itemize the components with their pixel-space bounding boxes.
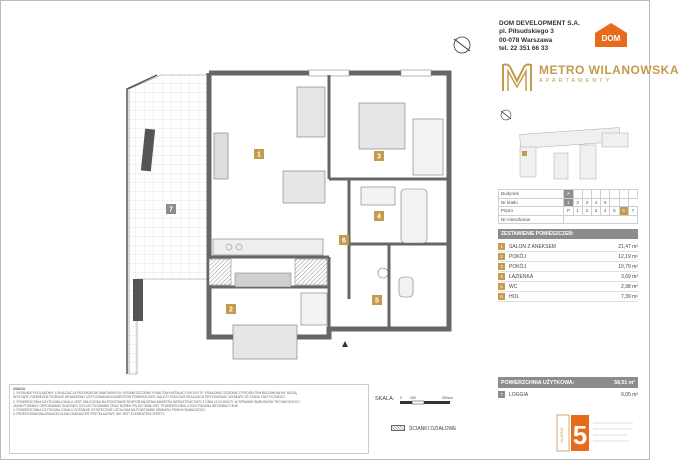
room-label-7: 7 <box>169 206 173 214</box>
apartment-label: Nr mieszkania <box>499 215 564 224</box>
scale-label: SKALA: <box>375 396 395 402</box>
floor-value-3: 3 <box>591 207 600 216</box>
svg-text:300cm: 300cm <box>442 396 453 400</box>
room-area: 10,79 m² <box>618 264 638 270</box>
brand-subtitle: APARTAMENTY <box>539 78 613 84</box>
stairwell-value-5: 5 <box>601 198 610 207</box>
svg-text:100: 100 <box>410 396 416 400</box>
room-row <box>498 282 638 292</box>
usable-area-bar <box>498 377 638 388</box>
company-info <box>499 20 580 54</box>
stairwell-value-1: 1 <box>564 198 573 207</box>
loggia-name: LOGGIA <box>509 392 529 398</box>
floor-value-4: 4 <box>601 207 610 216</box>
room-number: 1 <box>498 243 505 250</box>
apartment-value <box>564 215 638 224</box>
usable-area-value: 58,51 m² <box>614 380 635 386</box>
rooms-list <box>498 242 638 302</box>
loggia-row <box>498 390 638 400</box>
room-row <box>498 252 638 262</box>
floor-row <box>499 207 638 216</box>
room-name: HOL <box>509 294 520 300</box>
room-name: ŁAZIENKA <box>509 274 534 280</box>
floor-plan-drawing <box>9 29 479 375</box>
room-area: 7,39 m² <box>621 294 638 300</box>
usable-area-label: POWIERZCHNIA UŻYTKOWA: <box>501 380 575 386</box>
building-value: A <box>564 190 573 199</box>
room-number: 3 <box>498 263 505 270</box>
room-area: 12,19 m² <box>618 254 638 260</box>
notes-heading: UWAGA <box>13 387 26 391</box>
room-label-1: 1 <box>257 151 261 159</box>
loggia-area <box>129 75 209 374</box>
floor-value-7: 7 <box>628 207 637 216</box>
brand-logo <box>499 59 679 95</box>
company-address-1: pl. Piłsudskiego 3 <box>499 28 554 36</box>
company-phone: tel. 22 351 66 33 <box>499 45 549 53</box>
svg-text:DOM: DOM <box>601 34 621 43</box>
room-area: 3,69 m² <box>621 274 638 280</box>
room-number: 5 <box>498 283 505 290</box>
note-line: JAKIM POWINNY ODPOWIADAĆ BUDYNKI I ICH USYTUOWANIE ORAZ NORMY PN-ISO 9836:1997. POWIERZCHNIA LOGGI PODANA INFORMACYJNIE. <box>13 403 239 408</box>
floor-value-5: 5 <box>610 207 619 216</box>
note-line: 4. PRZEDSTAWIONA ARANŻACJA MA CHARAKTER PRZYKŁADOWY, NIE JEST ELEMENTEM OFERTY. <box>13 412 165 417</box>
floor-value-2: 2 <box>582 207 591 216</box>
brand-mark-icon <box>499 59 535 95</box>
room-area: 2,98 m² <box>621 284 638 290</box>
room-row <box>498 292 638 302</box>
stairwell-value-4: 4 <box>591 198 600 207</box>
room-name: POKÓJ <box>509 254 526 260</box>
room-label-3: 3 <box>377 153 381 161</box>
svg-text:KLATKA: KLATKA <box>559 427 564 443</box>
building-row <box>499 190 638 199</box>
partition-wall-swatch <box>391 425 405 431</box>
stairwell-label: Nr klatki <box>499 198 564 207</box>
room-number: 4 <box>498 273 505 280</box>
building-label: Budynek <box>499 190 564 199</box>
apartment-row <box>499 215 638 224</box>
north-arrow-icon <box>454 37 470 53</box>
floor-value-6: 6 <box>619 207 628 216</box>
room-name: WC <box>509 284 518 290</box>
room-label-6: 6 <box>342 237 346 245</box>
floor-plan <box>9 29 479 375</box>
room-name: POKÓJ <box>509 264 526 270</box>
dom-logo <box>594 22 628 48</box>
loggia-area: 9,05 m² <box>621 392 638 398</box>
floor-label: Piętro <box>499 207 564 216</box>
loggia-number: 7 <box>498 391 505 398</box>
key-plan-compass-icon <box>501 110 511 120</box>
note-line: 3. POWIERZCHNIA UŻYTKOWA LOKALU ZOSTANIE OSTATECZNIE USTALONA NA PODSTAWIE OBMIARU POWYKONAWCZEGO. <box>13 408 206 413</box>
room-row <box>498 262 638 272</box>
room-number: 6 <box>498 293 505 300</box>
floor-value-p: P <box>564 207 573 216</box>
note-line: 1. RYSUNEK POGLĄDOWY. LOKALIZACJA PRZYBORÓW SANITARNYCH, ROZMIESZCZENIE PUNKTÓW INSTALACYJNYCH ITP. POKAZANO ZGODNIE Z PROJEKTEM BUDOWLANYM. MOGĄ <box>13 391 297 396</box>
scale-bar <box>398 393 458 409</box>
stairwell-value-2: 2 <box>573 198 582 207</box>
room-label-2: 2 <box>229 306 233 314</box>
room-label-4: 4 <box>377 213 381 221</box>
room-row <box>498 242 638 252</box>
rooms-heading: ZESTAWIENIE POMIESZCZEŃ: <box>498 229 638 239</box>
unit-info-table <box>498 189 638 224</box>
room-label-5: 5 <box>375 297 379 305</box>
building-key-plan <box>498 107 638 185</box>
stairwell-value-3: 3 <box>582 198 591 207</box>
partition-wall-legend: ŚCIANKI DZIAŁOWE <box>409 426 457 432</box>
svg-text:0: 0 <box>400 396 402 400</box>
note-line: 2. POWIERZCHNIA UŻYTKOWA LOKALU JEST OBLICZONA NA PODSTAWIE ROZPORZĄDZENIA MINISTRA INFRASTRUKTURY Z DNIA 12.04.2002 R. W SPRAWIE WARUNKÓW TECHNICZNYCH <box>13 399 300 404</box>
room-number: 2 <box>498 253 505 260</box>
svg-text:5: 5 <box>572 420 588 450</box>
company-address-2: 00-078 Warszawa <box>499 36 553 44</box>
brand-name: METRO WILANOWSKA <box>539 63 679 77</box>
room-name: SALON Z ANEKSEM <box>509 244 556 250</box>
room-row <box>498 272 638 282</box>
note-line: WYSTĄPIĆ NIEWIELKIE RÓŻNICE WYMIARÓW I USYTUOWANIA ELEMENTÓW POMIESZCZEŃ. NALEŻY PODCZAS REALIZACJI PRZYJMOWAĆ WYMIARY ZE STANU FAKTYCZNEGO. <box>13 395 286 400</box>
stairwell-row <box>499 198 638 207</box>
klatka-5-badge <box>557 413 637 453</box>
notes-box <box>9 384 369 454</box>
company-name: DOM DEVELOPMENT S.A. <box>499 20 580 27</box>
floor-value-1: 1 <box>573 207 582 216</box>
room-area: 21,47 m² <box>618 244 638 250</box>
